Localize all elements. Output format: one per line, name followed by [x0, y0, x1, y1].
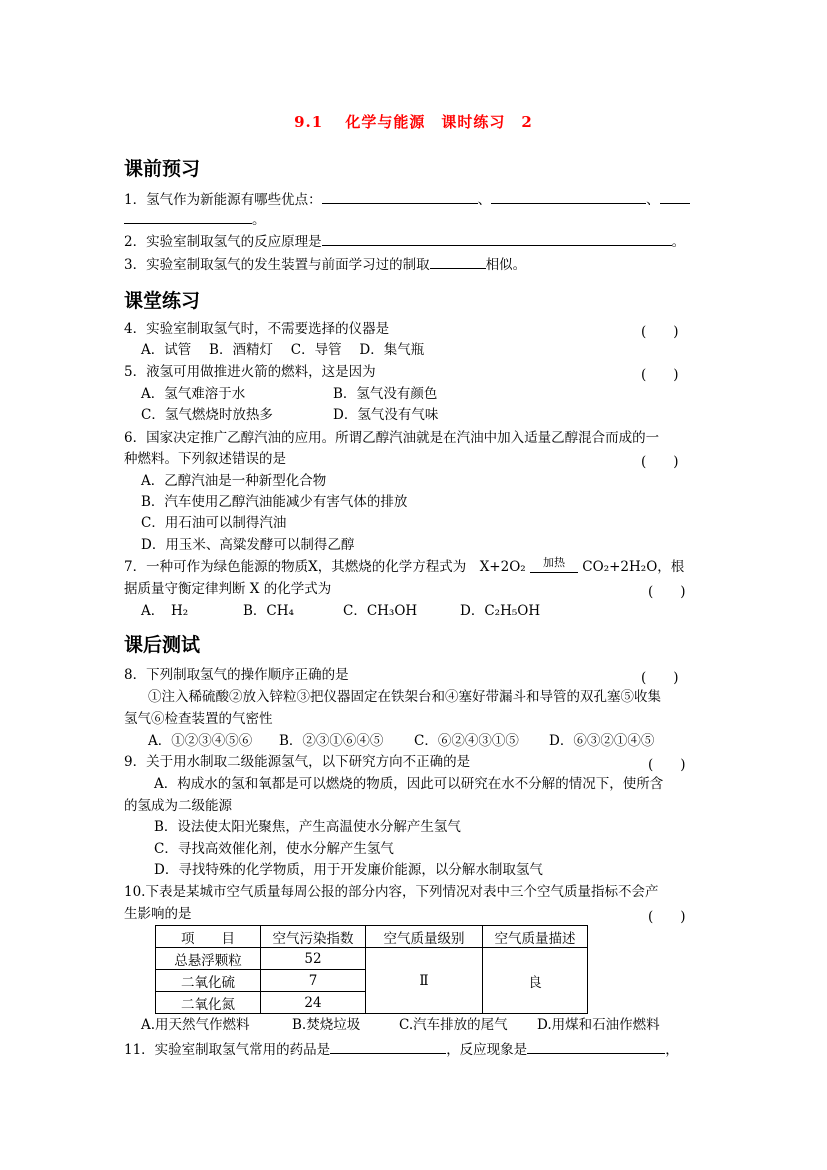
table-cell-level: Ⅱ — [366, 948, 483, 1014]
option-d: D．⑥③②①④⑤ — [549, 733, 655, 749]
question-2: 2．实验室制取氢气的反应原理是 。 — [124, 234, 686, 250]
answer-paren[interactable]: ( ) — [648, 584, 686, 600]
option-a: A．乙醇汽油是一种新型化合物 — [141, 473, 327, 489]
option-a: A.用天然气作燃料 — [141, 1017, 250, 1033]
table-cell-desc: 良 — [483, 948, 588, 1014]
table-cell: 二氧化氮 — [156, 992, 261, 1014]
option-b: B．汽车使用乙醇汽油能减少有害气体的排放 — [141, 494, 408, 510]
reaction-condition: 加热 — [530, 554, 578, 573]
answer-paren[interactable]: ( ) — [648, 757, 686, 773]
option-c: C．用石油可以制得汽油 — [141, 515, 287, 531]
answer-paren[interactable]: ( ) — [641, 454, 679, 470]
option-b: B．氢气没有颜色 — [333, 386, 438, 402]
section-heading-class: 课堂练习 — [124, 290, 201, 312]
section-heading-post: 课后测试 — [124, 634, 201, 656]
question-1: 1．氢气作为新能源有哪些优点： 、 、 — [124, 190, 690, 209]
question-3: 3．实验室制取氢气的发生装置与前面学习过的制取 相似。 — [124, 257, 527, 273]
question-8: 8．下列制取氢气的操作顺序正确的是 — [124, 667, 349, 683]
answer-blank[interactable] — [322, 190, 478, 204]
answer-blank[interactable] — [430, 255, 486, 269]
option-a: A．构成水的氢和氧都是可以燃烧的物质，因此可以研究在水不分解的情况下，使所含 — [154, 776, 664, 792]
question-10: 10.下表是某城市空气质量每周公报的部分内容，下列情况对表中三个空气质量指标不会产 — [124, 884, 659, 900]
table-cell: 7 — [261, 970, 366, 992]
option-c: C．CH₃OH — [343, 603, 418, 619]
answer-paren[interactable]: ( ) — [641, 367, 679, 383]
option-d: D．C₂H₅OH — [460, 603, 541, 619]
option-b: B．设法使太阳光聚焦，产生高温使水分解产生氢气 — [154, 819, 461, 835]
question-7: 7．一种可作为绿色能源的物质X，其燃烧的化学方程式为 X+2O₂ 加热 CO₂+2H₂O，根 — [124, 556, 685, 575]
table-cell: 24 — [261, 992, 366, 1014]
table-header: 空气质量描述 — [483, 926, 588, 948]
answer-blank[interactable] — [330, 1040, 446, 1054]
answer-blank[interactable] — [322, 232, 672, 246]
question-6-cont: 种燃料。下列叙述错误的是 — [124, 451, 286, 467]
answer-blank[interactable] — [491, 190, 646, 204]
question-7-cont: 据质量守衡定律判断 X 的化学式为 — [124, 581, 332, 597]
table-cell: 总悬浮颗粒 — [156, 948, 261, 970]
table-header: 空气质量级别 — [366, 926, 483, 948]
page-title: 9.1 化学与能源 课时练习 2 — [294, 113, 533, 131]
option-a: A．①②③④⑤⑥ — [148, 733, 253, 749]
question-4: 4．实验室制取氢气时，不需要选择的仪器是 — [124, 321, 390, 337]
option-a-cont: 的氢成为二级能源 — [124, 798, 232, 814]
option-d: D.用煤和石油作燃料 — [537, 1017, 660, 1033]
air-quality-table — [155, 925, 588, 1014]
option-b: B.焚烧垃圾 — [292, 1017, 361, 1033]
option-c: C.汽车排放的尾气 — [399, 1017, 508, 1033]
question-1-cont: 。 — [124, 210, 266, 229]
option-b: B．②③①⑥④⑤ — [279, 733, 384, 749]
table-cell: 52 — [261, 948, 366, 970]
option-c: C．氢气燃烧时放热多 — [141, 407, 273, 423]
question-5: 5．液氢可用做推进火箭的燃料，这是因为 — [124, 364, 376, 380]
question-9: 9．关于用水制取二级能源氢气，以下研究方向不正确的是 — [124, 754, 471, 770]
question-10-cont: 生影响的是 — [124, 906, 192, 922]
table-cell: 二氧化硫 — [156, 970, 261, 992]
answer-paren[interactable]: ( ) — [648, 909, 686, 925]
question-4-options: A．试管 B．酒精灯 C．导管 D．集气瓶 — [141, 342, 425, 358]
answer-blank[interactable] — [527, 1040, 665, 1054]
answer-paren[interactable]: ( ) — [641, 670, 679, 686]
answer-paren[interactable]: ( ) — [641, 324, 679, 340]
section-heading-pre: 课前预习 — [124, 158, 201, 180]
answer-blank[interactable] — [660, 190, 690, 204]
question-6: 6．国家决定推广乙醇汽油的应用。所谓乙醇汽油就是在汽油中加入适量乙醇混合而成的一 — [124, 430, 660, 446]
option-c: C．⑥②④③①⑤ — [414, 733, 519, 749]
table-header: 项 目 — [156, 926, 261, 948]
option-c: C．寻找高效催化剂，使水分解产生氢气 — [154, 841, 394, 857]
table-row — [156, 948, 588, 970]
question-8-steps: ①注入稀硫酸②放入锌粒③把仪器固定在铁架台和④塞好带漏斗和导管的双孔塞⑤收集 — [148, 689, 661, 705]
option-b: B．CH₄ — [243, 603, 294, 619]
table-header: 空气污染指数 — [261, 926, 366, 948]
table-header-row — [156, 926, 588, 948]
option-d: D．氢气没有气味 — [333, 407, 439, 423]
answer-blank[interactable] — [124, 210, 252, 224]
question-11: 11．实验室制取氢气常用的药品是 ，反应现象是 ， — [124, 1042, 679, 1058]
option-d: D．寻找特殊的化学物质，用于开发廉价能源，以分解水制取氢气 — [154, 862, 543, 878]
option-a: A．氢气难溶于水 — [141, 386, 246, 402]
option-d: D．用玉米、高粱发酵可以制得乙醇 — [141, 537, 355, 553]
question-8-cont: 氢气⑥检查装置的气密性 — [124, 711, 273, 727]
option-a: A． H₂ — [141, 603, 189, 619]
